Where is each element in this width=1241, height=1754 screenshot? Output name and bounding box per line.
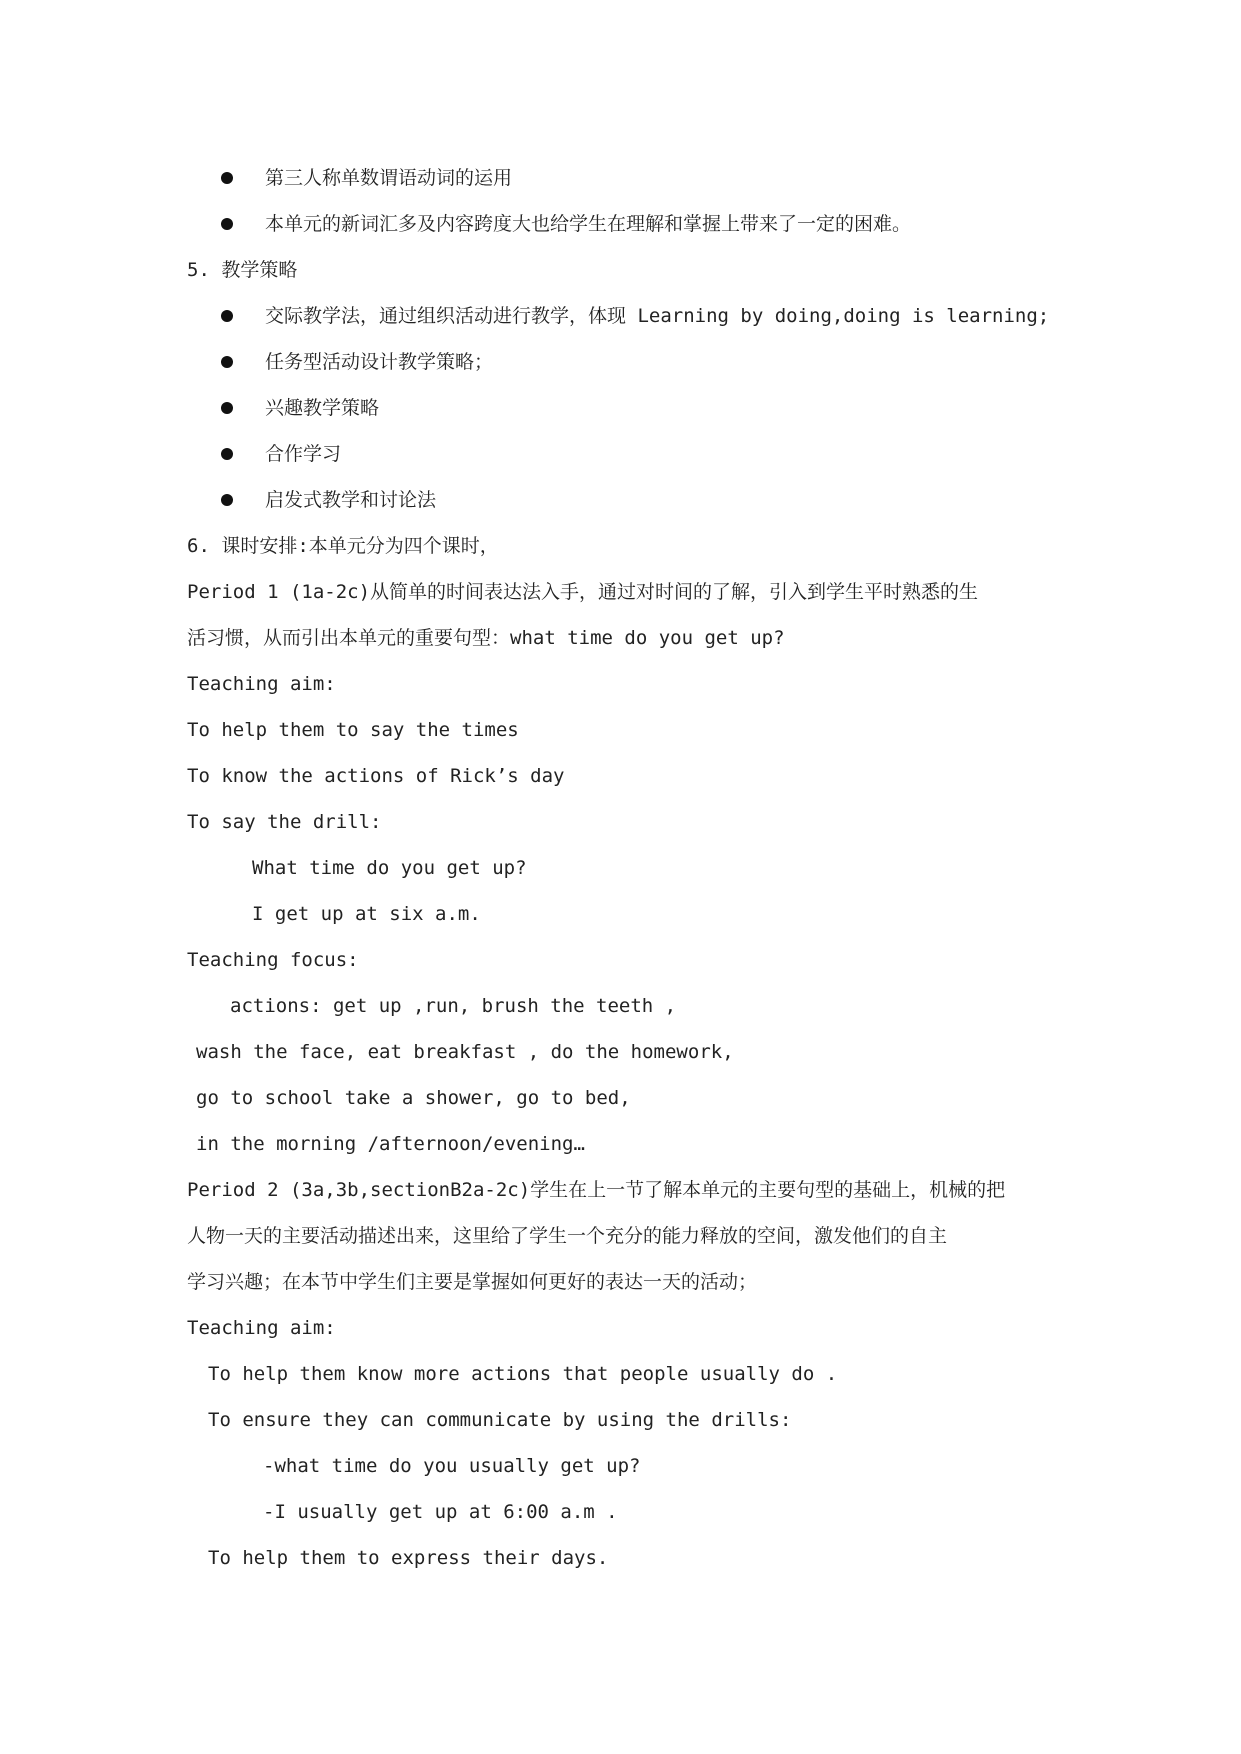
list-item-text: 启发式教学和讨论法 (265, 489, 437, 511)
list-item (0, 488, 1241, 512)
paragraph-line: 活习惯，从而引出本单元的重要句型：what time do you get up? (187, 627, 785, 649)
list-item-text: 兴趣教学策略 (265, 397, 380, 419)
list-item (0, 442, 1241, 466)
bullet-icon (221, 310, 233, 322)
drill-line: -what time do you usually get up? (263, 1455, 641, 1477)
focus-line: actions: get up ,run, brush the teeth , (230, 995, 677, 1017)
aim-line: To ensure they can communicate by using the drills: (208, 1409, 792, 1431)
paragraph-line: Period 1 (1a-2c)从简单的时间表达法入手，通过对时间的了解，引入到学生平时熟悉的生 (187, 581, 979, 603)
aim-line: To help them to say the times (187, 719, 519, 741)
paragraph-line: 人物一天的主要活动描述出来，这里给了学生一个充分的能力释放的空间，激发他们的自主 (187, 1225, 948, 1247)
list-item (0, 166, 1241, 190)
section-heading: 5. 教学策略 (187, 259, 298, 281)
focus-line: in the morning /afternoon/evening… (196, 1133, 585, 1155)
list-item-text: 任务型活动设计教学策略； (265, 351, 494, 373)
teaching-aim-label: Teaching aim: (187, 1317, 336, 1339)
list-item (0, 350, 1241, 374)
aim-line: To help them to express their days. (208, 1547, 609, 1569)
list-item-text: 交际教学法，通过组织活动进行教学，体现 Learning by doing,doing is learning; (265, 305, 1050, 327)
list-item (0, 304, 1241, 328)
aim-line: To say the drill: (187, 811, 382, 833)
aim-line: To help them know more actions that people usually do . (208, 1363, 838, 1385)
bullet-icon (221, 402, 233, 414)
list-item-text: 本单元的新词汇多及内容跨度大也给学生在理解和掌握上带来了一定的困难。 (265, 213, 912, 235)
drill-line: I get up at six a.m. (252, 903, 481, 925)
list-item (0, 212, 1241, 236)
bullet-icon (221, 494, 233, 506)
bullet-icon (221, 218, 233, 230)
focus-line: go to school take a shower, go to bed, (196, 1087, 631, 1109)
bullet-icon (221, 356, 233, 368)
list-item (0, 396, 1241, 420)
drill-line: -I usually get up at 6:00 a.m . (263, 1501, 618, 1523)
bullet-icon (221, 448, 233, 460)
aim-line: To know the actions of Rick’s day (187, 765, 565, 787)
paragraph-line: 学习兴趣；在本节中学生们主要是掌握如何更好的表达一天的活动； (187, 1271, 758, 1293)
teaching-aim-label: Teaching aim: (187, 673, 336, 695)
list-item-text: 第三人称单数谓语动词的运用 (265, 167, 513, 189)
teaching-focus-label: Teaching focus: (187, 949, 359, 971)
paragraph-line: Period 2 (3a,3b,sectionB2a-2c)学生在上一节了解本单元的主要句型的基础上，机械的把 (187, 1179, 1006, 1201)
list-item-text: 合作学习 (265, 443, 342, 465)
section-heading: 6. 课时安排:本单元分为四个课时， (187, 535, 499, 557)
focus-line: wash the face, eat breakfast , do the homework, (196, 1041, 734, 1063)
drill-line: What time do you get up? (252, 857, 527, 879)
bullet-icon (221, 172, 233, 184)
